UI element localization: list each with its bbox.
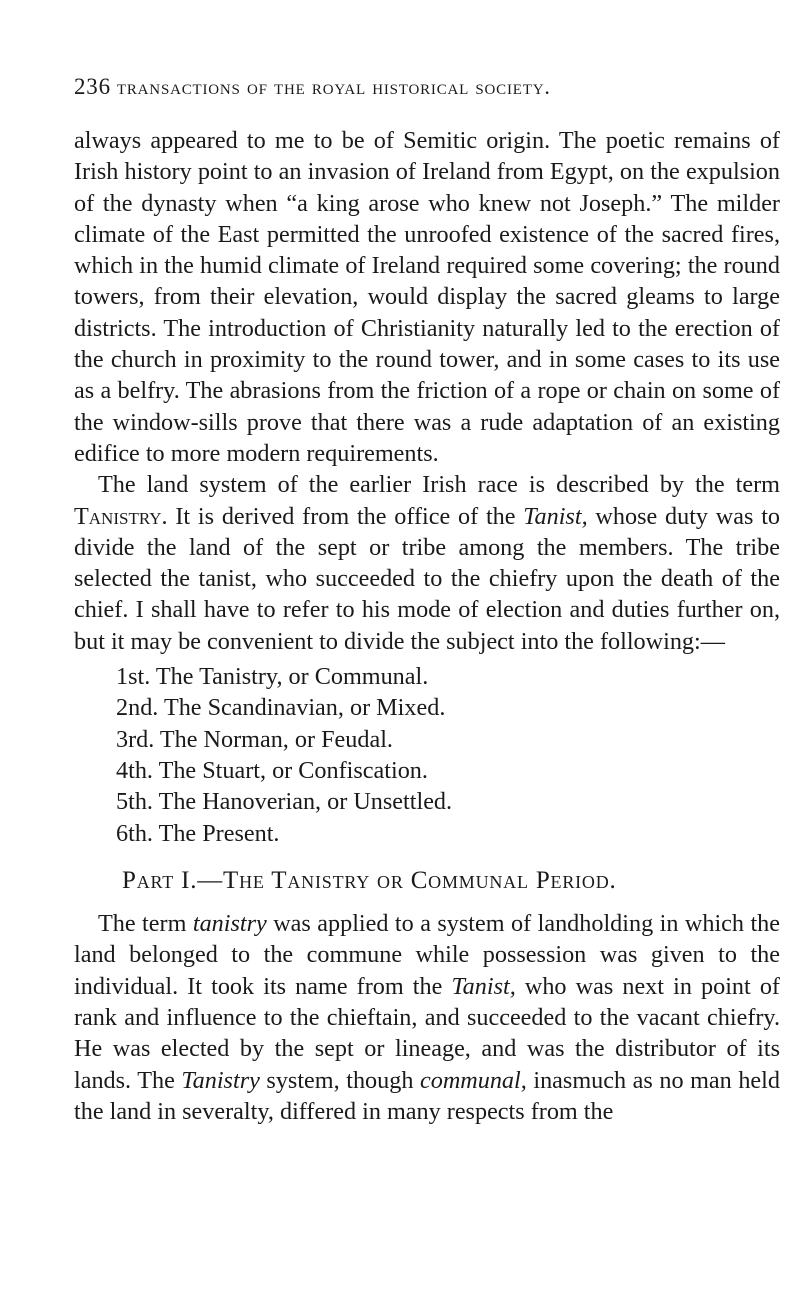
list-item: 1st. The Tanistry, or Communal. xyxy=(116,663,429,691)
text-run: It is derived from the office of the xyxy=(167,502,524,530)
text-run: who was next in point of rank and influence to the chieftain, and succeeded to the vacant chiefry. He was elected by the sept or lineage, and was the distributor of its lands. The xyxy=(74,972,780,1094)
term-tanistry-cap-italic: Tanistry xyxy=(181,1066,260,1094)
text-run: whose duty was to divide the land of the sept or tribe among the members. The tribe selected the tanist, who succeeded to the chiefry upon the death of the chief. I shall have to refer to his mode of election and duties further on, but it may be convenient to divide the subject into the following:— xyxy=(74,502,781,655)
term-tanist-italic: Tanist, xyxy=(451,972,516,1000)
term-tanist: Tanist, xyxy=(523,502,588,530)
text-run: The land system of the earlier Irish race is described by the term xyxy=(98,471,780,499)
paragraph-tanistry-definition xyxy=(74,908,780,1127)
running-head xyxy=(74,74,780,100)
list-item: 6th. The Present. xyxy=(116,819,280,847)
text-run: inasmuch as no man held the land in severalty, differed in many respects from the xyxy=(74,1066,780,1125)
body-text xyxy=(74,125,780,1127)
list-item: 3rd. The Norman, or Feudal. xyxy=(116,725,393,753)
section-heading: Part I.—The Tanistry or Communal Period. xyxy=(122,866,617,894)
page-number: 236 xyxy=(74,74,111,99)
text-run: The term xyxy=(98,910,193,938)
running-title: transactions of the royal historical society. xyxy=(116,74,551,99)
text-run: was applied to a system of landholding in which the land belonged to the commune while possession was given to the individual. It took its name from the xyxy=(74,910,780,1000)
list-item: 2nd. The Scandinavian, or Mixed. xyxy=(116,694,446,722)
list-item: 4th. The Stuart, or Confiscation. xyxy=(116,756,428,784)
paragraph-continued: always appeared to me to be of Semitic origin. The poetic remains of Irish history point to an invasion of Ireland from Egypt, on the expulsion of the dynasty when “a king arose who knew not Joseph.” The milder climate of the East permitted the unroofed existence of the sacred fires, which in the humid climate of Ireland required some covering; the round towers, from their elevation, would display the sacred gleams to large districts. The introduction of Christianity naturally led to the erection of the church in proximity to the round tower, and in some cases to its use as a belfry. The abrasions from the friction of a rope or chain on some of the window-sills prove that there was a rude adaptation of an existing edifice to more modern requirements. xyxy=(74,127,780,467)
term-tanistry: Tanistry. xyxy=(74,502,168,530)
text-run: system, though xyxy=(259,1066,420,1094)
list-item: 5th. The Hanoverian, or Unsettled. xyxy=(116,788,453,816)
paragraph-land-system xyxy=(74,469,780,657)
periods-list xyxy=(116,661,780,849)
term-tanistry-italic: tanistry xyxy=(192,910,267,938)
term-communal-italic: communal, xyxy=(419,1066,527,1094)
